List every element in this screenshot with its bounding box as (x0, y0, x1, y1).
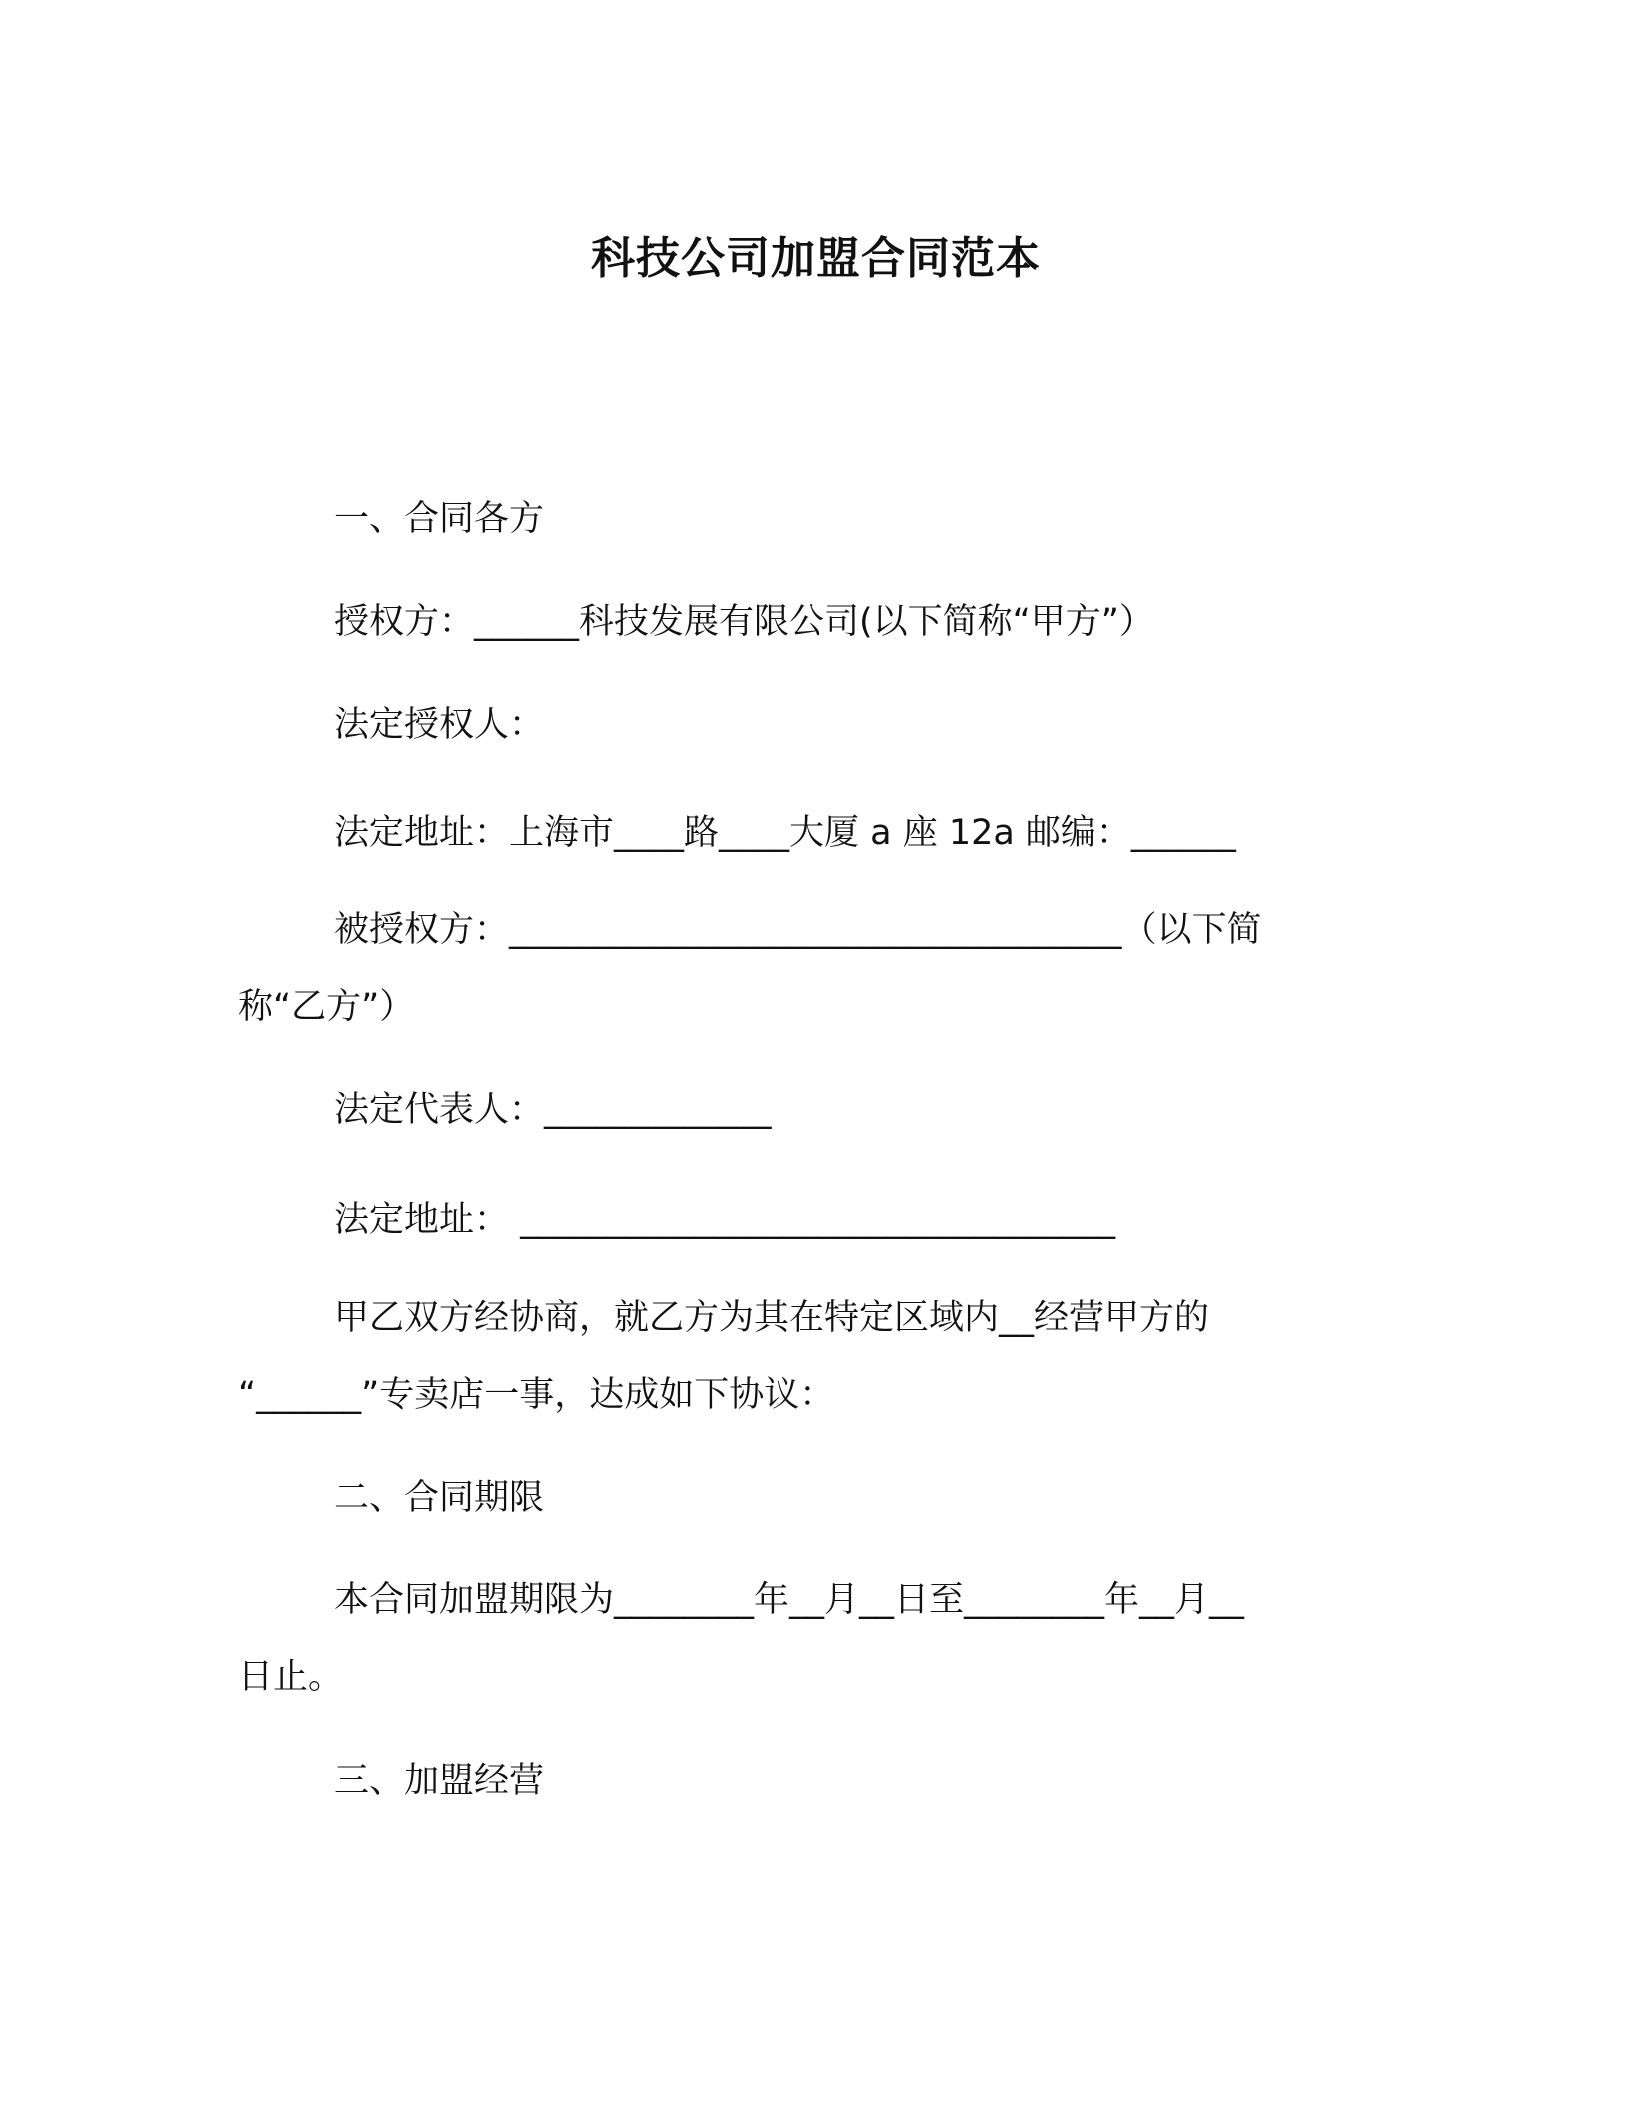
agreement-intro-line: 甲乙双方经协商，就乙方为其在特定区域内__经营甲方的 (334, 1298, 1210, 1338)
legal-representative-line: 法定代表人：_____________ (334, 1090, 772, 1130)
licensor-address-line: 法定地址：上海市____路____大厦 a 座 12a 邮编：______ (334, 813, 1236, 853)
section-heading-parties: 一、合同各方 (334, 499, 545, 539)
document-title: 科技公司加盟合同范本 (591, 233, 1041, 284)
agreement-intro-line-continued: “______”专卖店一事，达成如下协议： (238, 1375, 835, 1415)
legal-authorizer-line: 法定授权人： (334, 705, 545, 745)
licensee-line: 被授权方：___________________________________（以下简 (334, 910, 1262, 950)
term-line: 本合同加盟期限为________年__月__日至________年__月__ (334, 1580, 1245, 1620)
licensor-line: 授权方：______科技发展有限公司(以下简称“甲方”） (334, 602, 1154, 642)
term-line-continued: 日止。 (238, 1657, 344, 1697)
section-heading-term: 二、合同期限 (334, 1478, 545, 1518)
licensee-address-line: 法定地址： __________________________________ (334, 1200, 1116, 1240)
licensee-line-continued: 称“乙方”） (238, 987, 415, 1027)
section-heading-franchise-operation: 三、加盟经营 (334, 1761, 545, 1801)
